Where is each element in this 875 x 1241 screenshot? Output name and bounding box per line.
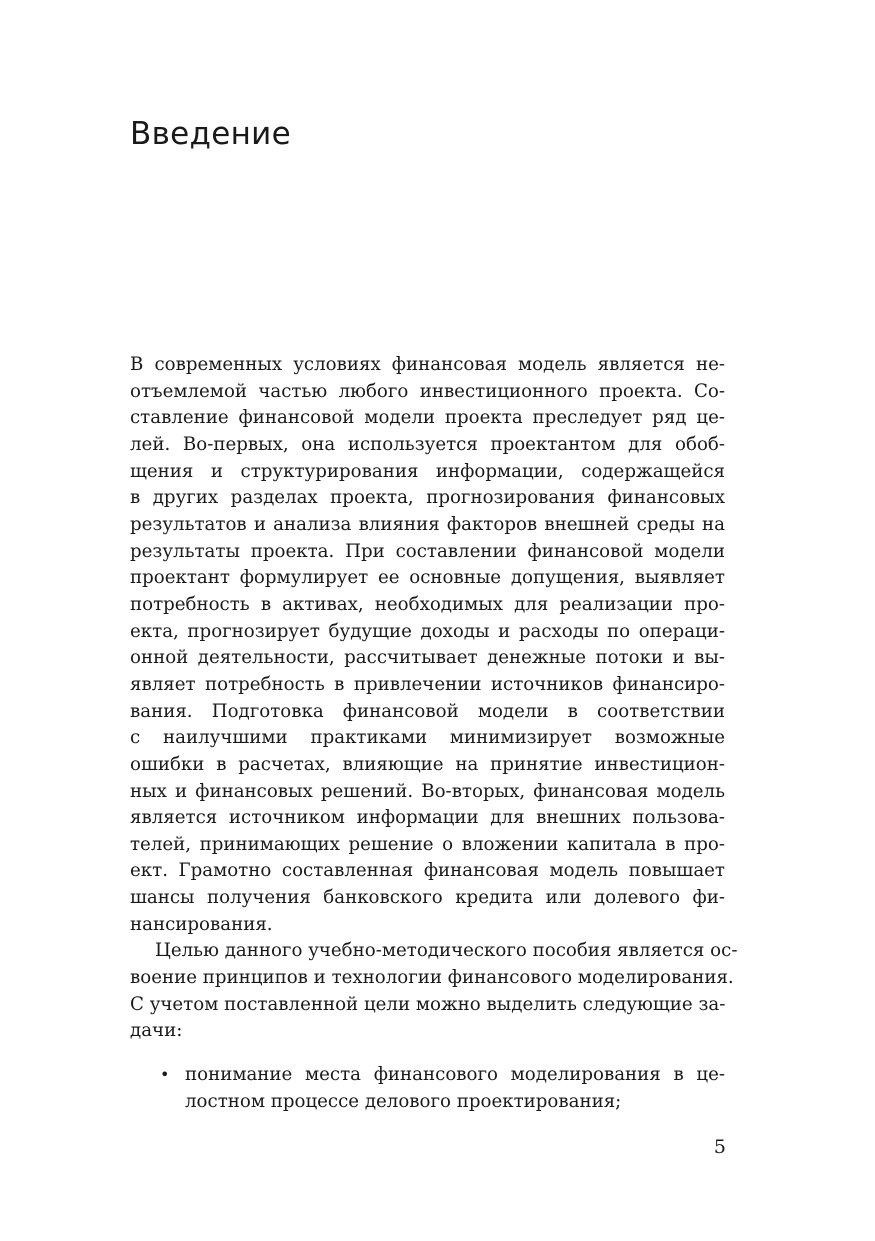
- text-line: екта, прогнозирует будущие доходы и расходы по операци-: [130, 620, 725, 642]
- text-line: в других разделах проекта, прогнозирования финансовых: [130, 487, 725, 509]
- text-line: ных и финансовых решений. Во-вторых, финансовая модель: [130, 780, 725, 802]
- text-line: являет потребность в привлечении источников финансиро-: [130, 673, 725, 695]
- text-line: понимание места финансового моделирования в це-: [185, 1064, 725, 1086]
- body-text: [130, 352, 738, 1115]
- text-line: нансирования.: [130, 913, 273, 935]
- text-line: проектант формулирует ее основные допущения, выявляет: [130, 567, 725, 589]
- chapter-title: Введение: [130, 116, 292, 152]
- paragraph-intro: [130, 352, 725, 938]
- text-line: Целью данного учебно-методического пособия является ос-: [155, 940, 738, 962]
- task-list: [130, 1062, 725, 1115]
- text-line: результаты проекта. При составлении финансовой модели: [130, 540, 725, 562]
- text-line: шансы получения банковского кредита или долевого фи-: [130, 887, 725, 909]
- text-line: лей. Во-первых, она используется проектантом для обоб-: [130, 433, 725, 455]
- text-line: вания. Подготовка финансовой модели в соответствии: [130, 700, 725, 722]
- text-line: воение принципов и технологии финансового моделирования.: [130, 967, 734, 989]
- text-line: ект. Грамотно составленная финансовая модель повышает: [130, 860, 725, 882]
- page-number: 5: [713, 1136, 726, 1158]
- text-line: лостном процессе делового проектирования;: [185, 1090, 622, 1112]
- text-line: с наилучшими практиками минимизирует возможные: [130, 727, 725, 749]
- text-line: отъемлемой частью любого инвестиционного проекта. Со-: [130, 380, 725, 402]
- text-line: телей, принимающих решение о вложении капитала в про-: [130, 833, 725, 855]
- text-line: ставление финансовой модели проекта преследует ряд це-: [130, 407, 725, 429]
- text-line: В современных условиях финансовая модель является не-: [130, 354, 725, 375]
- text-line: ошибки в расчетах, влияющие на принятие инвестицион-: [130, 753, 725, 775]
- list-item: [160, 1062, 725, 1115]
- bullet-icon: •: [160, 1065, 170, 1085]
- text-line: дачи:: [130, 1020, 183, 1042]
- text-line: является источником информации для внешних пользова-: [130, 807, 725, 829]
- text-line: потребность в активах, необходимых для реализации про-: [130, 593, 725, 615]
- text-line: онной деятельности, рассчитывает денежные потоки и вы-: [130, 647, 725, 669]
- text-line: результатов и анализа влияния факторов внешней среды на: [130, 513, 725, 535]
- paragraph-goal: [130, 938, 738, 1045]
- text-line: щения и структурирования информации, содержащейся: [130, 460, 725, 482]
- text-line: С учетом поставленной цели можно выделить следующие за-: [130, 993, 726, 1015]
